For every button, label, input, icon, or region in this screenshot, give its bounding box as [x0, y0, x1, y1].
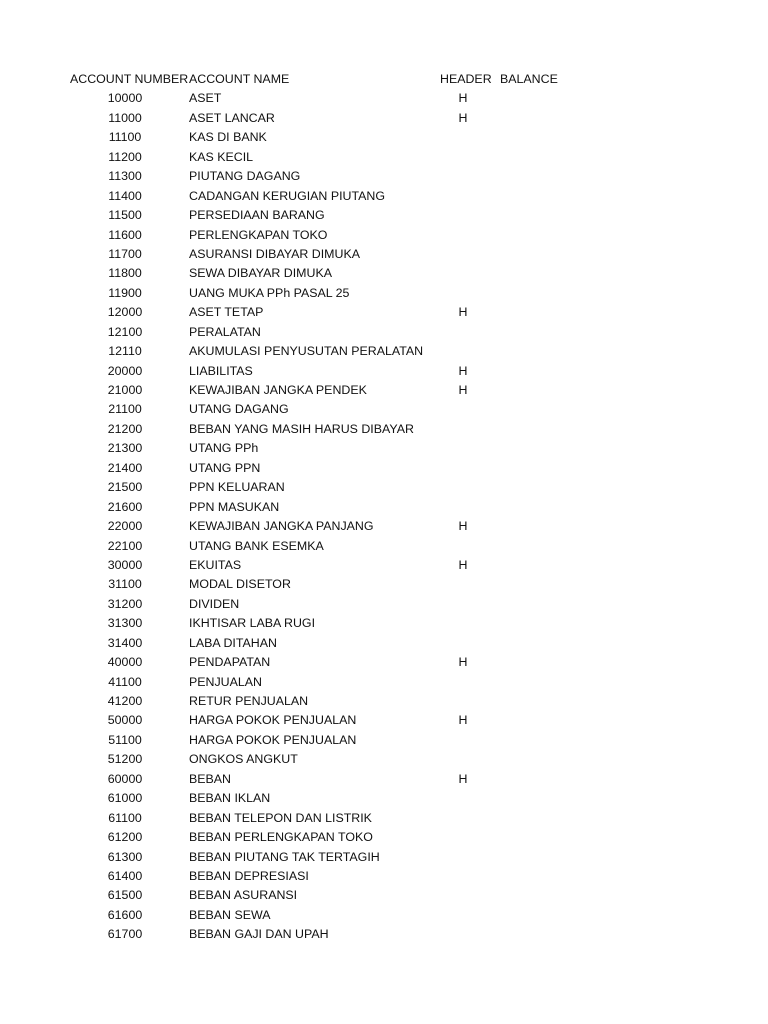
account-number-cell: 30000: [107, 557, 143, 572]
table-row: [0, 925, 768, 944]
table-row: [0, 400, 768, 419]
account-name-cell: ASET TETAP: [189, 305, 264, 320]
account-number-cell: 11500: [108, 208, 142, 223]
table-row: [0, 711, 768, 730]
account-number-cell: 21000: [107, 383, 143, 397]
column-header-balance: BALANCE: [500, 72, 558, 86]
account-name-cell: UTANG PPN: [189, 460, 261, 475]
account-number-cell: 61600: [107, 907, 143, 922]
table-row: [0, 517, 768, 536]
account-number-cell: 11000: [108, 110, 142, 125]
account-name-cell: PENDAPATAN: [189, 655, 271, 670]
account-name-cell: PERLENGKAPAN TOKO: [189, 227, 328, 242]
account-number-cell: 21400: [107, 460, 143, 475]
table-row: [0, 575, 768, 594]
table-row: [0, 614, 768, 633]
account-name-cell: RETUR PENJUALAN: [189, 694, 309, 708]
table-row: [0, 439, 768, 458]
table-row: [0, 245, 768, 264]
account-name-cell: DIVIDEN: [189, 596, 240, 611]
table-body: [0, 89, 768, 944]
account-name-cell: BEBAN YANG MASIH HARUS DIBAYAR: [189, 421, 414, 436]
account-name-cell: PERALATAN: [189, 324, 261, 339]
account-number-cell: 31400: [107, 635, 143, 650]
account-name-cell: KAS DI BANK: [189, 130, 267, 145]
account-name-cell: ASURANSI DIBAYAR DIMUKA: [189, 246, 360, 261]
table-row: [0, 634, 768, 653]
table-row: [0, 478, 768, 497]
table-row: [0, 89, 768, 108]
column-header-account-number: ACCOUNT NUMBER: [70, 72, 189, 86]
account-number-cell: 12100: [107, 324, 143, 339]
table-row: [0, 595, 768, 614]
account-name-cell: KEWAJIBAN JANGKA PENDEK: [189, 383, 367, 397]
table-row: [0, 362, 768, 381]
table-row: [0, 867, 768, 886]
table-row: [0, 770, 768, 789]
header-flag-cell: H: [458, 713, 468, 728]
table-row: [0, 498, 768, 517]
table-row: [0, 653, 768, 672]
account-name-cell: BEBAN GAJI DAN UPAH: [189, 927, 329, 942]
account-number-cell: 11400: [108, 188, 142, 203]
account-name-cell: LABA DITAHAN: [189, 635, 277, 650]
account-number-cell: 11100: [108, 130, 142, 145]
header-flag-cell: H: [458, 557, 468, 572]
account-name-cell: KAS KECIL: [189, 149, 254, 164]
account-name-cell: UTANG PPh: [189, 441, 259, 456]
account-number-cell: 11600: [108, 227, 142, 242]
account-number-cell: 31100: [108, 577, 142, 592]
account-name-cell: BEBAN PIUTANG TAK TERTAGIH: [189, 849, 380, 864]
column-header-account-name: ACCOUNT NAME: [189, 72, 290, 86]
account-name-cell: ASET: [189, 91, 222, 106]
account-name-cell: UANG MUKA PPh PASAL 25: [189, 285, 350, 300]
account-name-cell: PERSEDIAAN BARANG: [189, 208, 325, 223]
account-number-cell: 50000: [107, 713, 143, 728]
table-row: [0, 828, 768, 847]
table-row: [0, 342, 768, 361]
table-row: [0, 264, 768, 283]
account-name-cell: CADANGAN KERUGIAN PIUTANG: [189, 188, 385, 203]
account-name-cell: BEBAN TELEPON DAN LISTRIK: [189, 810, 372, 825]
account-name-cell: BEBAN SEWA: [189, 907, 271, 922]
account-number-cell: 21100: [108, 402, 142, 417]
account-number-cell: 61300: [107, 849, 143, 864]
account-name-cell: HARGA POKOK PENJUALAN: [189, 713, 357, 728]
account-number-cell: 61200: [107, 830, 143, 845]
table-row: [0, 109, 768, 128]
account-number-cell: 11700: [108, 246, 142, 261]
header-flag-cell: H: [458, 771, 468, 786]
table-row: [0, 206, 768, 225]
account-name-cell: KEWAJIBAN JANGKA PANJANG: [189, 519, 374, 534]
table-row: [0, 789, 768, 808]
table-row: [0, 556, 768, 575]
account-name-cell: UTANG BANK ESEMKA: [189, 538, 324, 553]
account-number-cell: 12110: [108, 344, 142, 359]
account-number-cell: 21200: [107, 421, 143, 436]
table-row: [0, 187, 768, 206]
account-name-cell: LIABILITAS: [189, 363, 253, 378]
header-flag-cell: H: [458, 91, 468, 106]
account-number-cell: 60000: [107, 771, 143, 786]
table-row: [0, 148, 768, 167]
account-number-cell: 20000: [107, 363, 143, 378]
account-name-cell: MODAL DISETOR: [189, 577, 291, 592]
table-row: [0, 284, 768, 303]
account-name-cell: ASET LANCAR: [189, 110, 275, 125]
account-number-cell: 31200: [107, 596, 143, 611]
account-number-cell: 10000: [107, 91, 143, 106]
account-number-cell: 61700: [107, 927, 143, 942]
account-name-cell: BEBAN DEPRESIASI: [189, 868, 309, 883]
header-flag-cell: H: [458, 305, 468, 320]
chart-of-accounts-table: [0, 70, 768, 945]
account-number-cell: 11900: [108, 285, 142, 300]
table-row: [0, 673, 768, 692]
account-name-cell: BEBAN: [189, 771, 232, 786]
account-number-cell: 61500: [107, 888, 143, 903]
table-row: [0, 886, 768, 905]
account-number-cell: 11800: [108, 266, 142, 281]
column-header-header: HEADER: [440, 72, 492, 86]
account-name-cell: BEBAN PERLENGKAPAN TOKO: [189, 830, 373, 845]
account-name-cell: UTANG DAGANG: [189, 402, 289, 417]
account-number-cell: 51100: [108, 732, 142, 747]
account-number-cell: 41200: [107, 694, 143, 708]
account-number-cell: 22000: [107, 519, 143, 534]
table-row: [0, 323, 768, 342]
account-name-cell: BEBAN ASURANSI: [189, 888, 298, 903]
account-number-cell: 11300: [108, 169, 142, 184]
account-name-cell: PIUTANG DAGANG: [189, 169, 301, 184]
header-flag-cell: H: [458, 110, 468, 125]
account-name-cell: AKUMULASI PENYUSUTAN PERALATAN: [189, 344, 424, 359]
table-row: [0, 809, 768, 828]
account-name-cell: PPN KELUARAN: [189, 480, 285, 495]
account-number-cell: 41100: [108, 674, 142, 689]
account-number-cell: 11200: [108, 149, 142, 164]
account-number-cell: 21300: [107, 441, 143, 456]
account-number-cell: 40000: [107, 655, 143, 670]
header-flag-cell: H: [458, 363, 468, 378]
header-flag-cell: H: [458, 519, 468, 534]
account-number-cell: 61400: [107, 868, 143, 883]
account-number-cell: 31300: [107, 616, 143, 631]
table-row: [0, 692, 768, 711]
account-number-cell: 51200: [107, 752, 143, 767]
table-row: [0, 226, 768, 245]
table-row: [0, 731, 768, 750]
account-number-cell: 61000: [107, 791, 143, 806]
account-name-cell: IKHTISAR LABA RUGI: [189, 616, 316, 631]
account-number-cell: 22100: [107, 538, 143, 553]
table-row: [0, 906, 768, 925]
header-flag-cell: H: [458, 655, 468, 670]
table-header-row: [0, 70, 768, 89]
account-number-cell: 21600: [107, 499, 143, 514]
table-row: [0, 459, 768, 478]
account-name-cell: SEWA DIBAYAR DIMUKA: [189, 266, 332, 281]
table-row: [0, 381, 768, 400]
account-name-cell: PENJUALAN: [189, 674, 262, 689]
account-name-cell: EKUITAS: [189, 557, 242, 572]
table-row: [0, 750, 768, 769]
account-name-cell: HARGA POKOK PENJUALAN: [189, 732, 357, 747]
account-name-cell: ONGKOS ANGKUT: [189, 752, 298, 767]
account-name-cell: BEBAN IKLAN: [189, 791, 271, 806]
table-row: [0, 537, 768, 556]
account-name-cell: PPN MASUKAN: [189, 499, 280, 514]
account-number-cell: 21500: [107, 480, 143, 495]
table-row: [0, 848, 768, 867]
account-number-cell: 61100: [108, 810, 142, 825]
account-number-cell: 12000: [107, 305, 143, 320]
header-flag-cell: H: [458, 383, 468, 397]
table-row: [0, 128, 768, 147]
table-row: [0, 303, 768, 322]
table-row: [0, 420, 768, 439]
table-row: [0, 167, 768, 186]
